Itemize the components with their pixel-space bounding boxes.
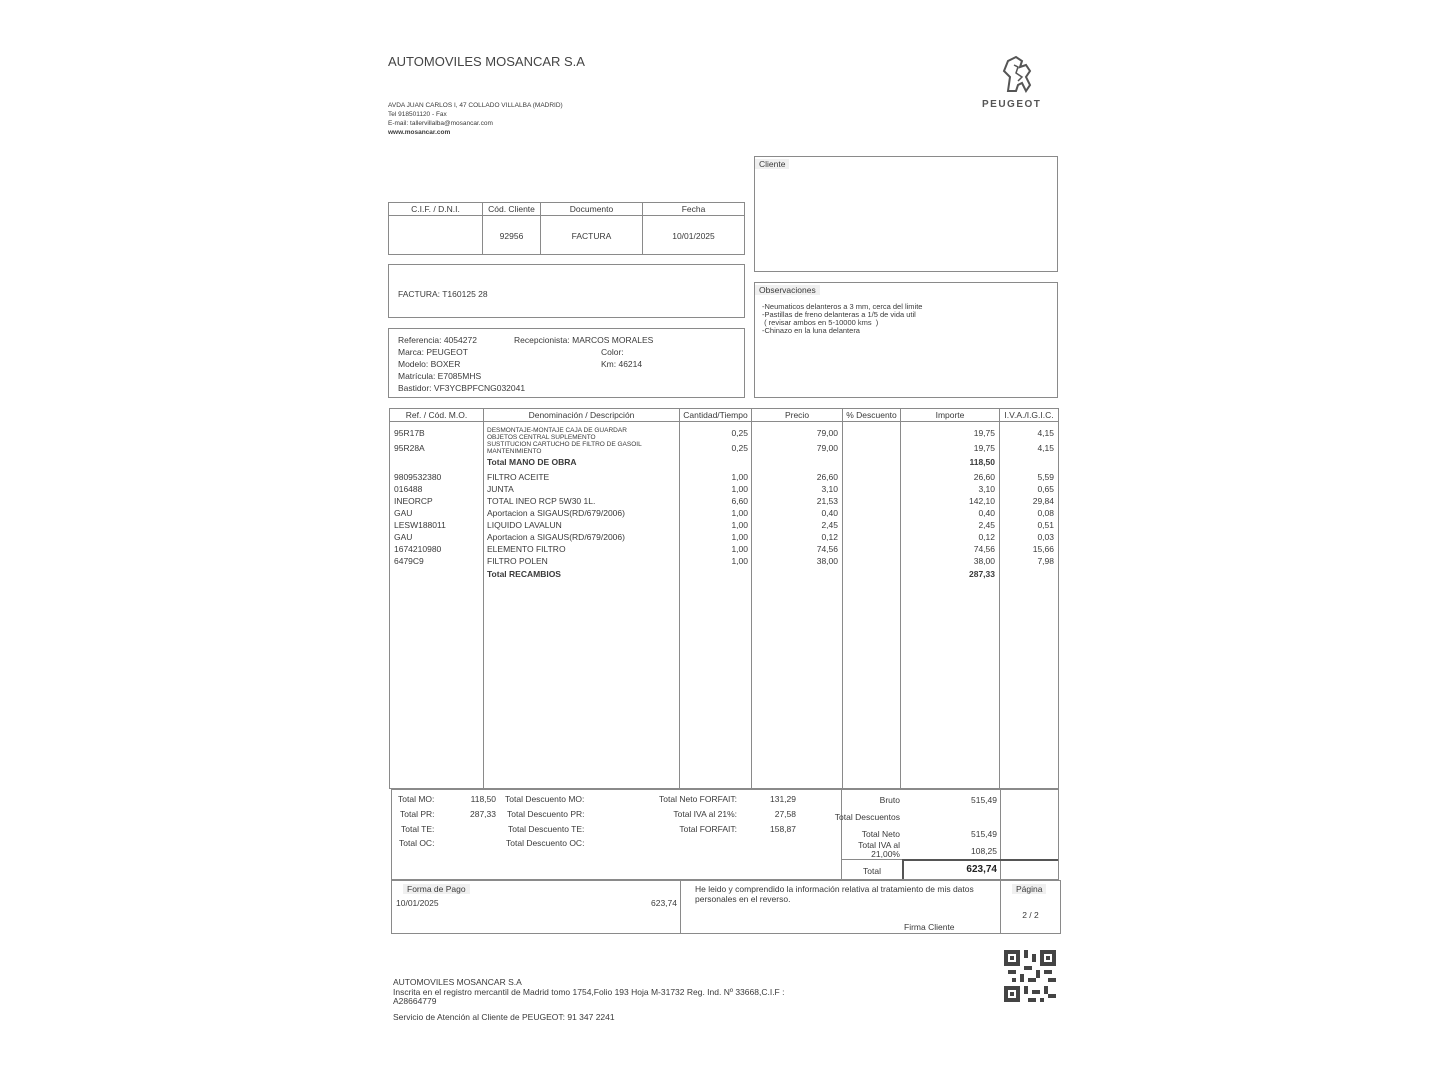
company-email: E-mail: tallervillalba@mosancar.com: [388, 120, 493, 127]
row-qty: 1,00: [731, 484, 748, 494]
payment-amount: 623,74: [651, 898, 677, 908]
neto-forfait-value: 131,29: [770, 794, 796, 804]
row-price: 79,00: [816, 428, 838, 438]
row-amount: 142,10: [969, 496, 995, 506]
parts-total-amount: 287,33: [969, 569, 995, 579]
labor-total-amount: 118,50: [969, 457, 995, 467]
client-label: Cliente: [755, 159, 789, 169]
client-box: [754, 156, 1058, 272]
company-address: AVDA JUAN CARLOS I, 47 COLLADO VILLALBA (MADRID): [388, 102, 563, 109]
row-price: 2,45: [821, 520, 838, 530]
desc-oc-label: Total Descuento OC:: [506, 838, 585, 848]
row-desc: SUSTITUCION CARTUCHO DE FILTRO DE GASOIL: [487, 441, 642, 448]
row-price: 3,10: [821, 484, 838, 494]
neto-value: 515,49: [971, 829, 997, 839]
forfait-label: Total FORFAIT:: [679, 824, 737, 834]
observations-box: [754, 282, 1058, 398]
vehicle-color: Color:: [601, 347, 624, 357]
vehicle-recepcionista: Recepcionista: MARCOS MORALES: [514, 335, 654, 345]
row-qty: 6,60: [731, 496, 748, 506]
row-price: 26,60: [816, 472, 838, 482]
row-price: 79,00: [816, 443, 838, 453]
row-desc: TOTAL INEO RCP 5W30 1L.: [487, 496, 596, 506]
documento-value: FACTURA: [571, 231, 612, 241]
observation-line: -Chinazo en la luna delantera: [762, 326, 860, 335]
col-iva: I.V.A./I.G.I.C.: [1004, 410, 1054, 420]
col-importe: Importe: [935, 410, 965, 420]
row-amount: 2,45: [978, 520, 995, 530]
row-vat: 5,59: [1037, 472, 1054, 482]
vehicle-km: Km: 46214: [601, 359, 643, 369]
fecha-value: 10/01/2025: [672, 231, 715, 241]
header-documento: Documento: [569, 204, 614, 214]
row-ref: 9809532380: [394, 472, 442, 482]
footer-cif: A28664779: [393, 996, 437, 1006]
row-vat: 29,84: [1032, 496, 1054, 506]
row-desc: ELEMENTO FILTRO: [487, 544, 566, 554]
vehicle-box: [388, 328, 745, 398]
row-desc: DESMONTAJE-MONTAJE CAJA DE GUARDAR: [487, 427, 627, 434]
vehicle-marca: Marca: PEUGEOT: [398, 347, 468, 357]
row-desc: OBJETOS CENTRAL SUPLEMENTO: [487, 434, 596, 441]
footer-service: Servicio de Atención al Cliente de PEUGEOT: 91 347 2241: [393, 1012, 615, 1022]
header-table: [388, 202, 745, 255]
iva-value: 108,25: [971, 846, 997, 856]
row-amount: 19,75: [973, 443, 995, 453]
row-ref: 1674210980: [394, 544, 442, 554]
qr-code-icon: [1004, 950, 1056, 1002]
row-price: 74,56: [816, 544, 838, 554]
col-descuento: % Descuento: [846, 410, 897, 420]
row-qty: 1,00: [731, 532, 748, 542]
row-vat: 0,08: [1037, 508, 1054, 518]
invoice-number: FACTURA: T160125 28: [398, 289, 488, 299]
col-cantidad: Cantidad/Tiempo: [683, 410, 748, 420]
row-qty: 0,25: [731, 428, 748, 438]
row-amount: 19,75: [973, 428, 995, 438]
row-amount: 38,00: [973, 556, 995, 566]
row-desc: FILTRO ACEITE: [487, 472, 550, 482]
row-desc: MANTENIMIENTO: [487, 448, 542, 455]
total-pr-value: 287,33: [470, 809, 496, 819]
row-ref: 6479C9: [394, 556, 424, 566]
observation-line: -Pastillas de freno delanteras a 1/5 de vida util: [762, 310, 916, 319]
desc-pr-label: Total Descuento PR:: [507, 809, 585, 819]
row-price: 0,12: [821, 532, 838, 542]
row-amount: 0,12: [978, 532, 995, 542]
observations-label: Observaciones: [755, 285, 820, 295]
row-amount: 0,40: [978, 508, 995, 518]
header-cif: C.I.F. / D.N.I.: [411, 204, 460, 214]
row-ref: 95R28A: [394, 443, 425, 453]
lines-table: [389, 408, 1059, 789]
total-mo-label: Total MO:: [398, 794, 435, 804]
col-precio: Precio: [784, 410, 810, 420]
row-desc: Aportacion a SIGAUS(RD/679/2006): [487, 508, 625, 518]
desc-mo-label: Total Descuento MO:: [505, 794, 585, 804]
signature-label: Firma Cliente: [904, 922, 955, 932]
labor-total-label: Total MANO DE OBRA: [487, 457, 577, 467]
iva-forfait-value: 27,58: [774, 809, 796, 819]
row-qty: 1,00: [731, 472, 748, 482]
row-ref: GAU: [394, 508, 413, 518]
header-cod-cliente: Cód. Cliente: [488, 204, 535, 214]
observation-line: ( revisar ambos en 5-10000 kms ): [762, 318, 879, 327]
row-price: 0,40: [821, 508, 838, 518]
row-qty: 1,00: [731, 520, 748, 530]
row-vat: 15,66: [1032, 544, 1054, 554]
cod-cliente-value: 92956: [499, 231, 524, 241]
total-te-label: Total TE:: [401, 824, 435, 834]
totals-box: [391, 789, 1059, 880]
page-label: Página: [1012, 884, 1046, 894]
row-ref: GAU: [394, 532, 413, 542]
row-desc: JUNTA: [487, 484, 514, 494]
neto-forfait-label: Total Neto FORFAIT:: [659, 794, 737, 804]
bruto-value: 515,49: [971, 795, 997, 805]
descuentos-label: Total Descuentos: [834, 812, 900, 822]
row-qty: 1,00: [731, 544, 748, 554]
bruto-label: Bruto: [879, 795, 900, 805]
brand-name: PEUGEOT: [982, 99, 1042, 110]
row-amount: 3,10: [978, 484, 995, 494]
total-value: 623,74: [966, 864, 997, 875]
privacy-notice: He leido y comprendido la información relativa al tratamiento de mis datos personales en el reverso.: [695, 884, 974, 904]
row-qty: 1,00: [731, 508, 748, 518]
footer-registry: Inscrita en el registro mercantil de Madrid tomo 1754,Folio 193 Hoja M-31732 Reg. Ind. Nº 33668,C.I.F :: [393, 987, 785, 997]
iva-label: Total IVA al 21,00%: [858, 840, 900, 859]
invoice-number-box: [388, 264, 745, 318]
row-vat: 7,98: [1037, 556, 1054, 566]
row-vat: 0,51: [1037, 520, 1054, 530]
parts-total-label: Total RECAMBIOS: [487, 569, 561, 579]
row-ref: INEORCP: [394, 496, 433, 506]
vehicle-matricula: Matrícula: E7085MHS: [398, 371, 482, 381]
row-desc: Aportacion a SIGAUS(RD/679/2006): [487, 532, 625, 542]
row-vat: 4,15: [1037, 443, 1054, 453]
page-number: 2 / 2: [1022, 910, 1039, 920]
company-tel: Tel 918501120 - Fax: [388, 111, 447, 118]
iva-forfait-label: Total IVA al 21%:: [673, 809, 737, 819]
company-web: www.mosancar.com: [388, 129, 451, 136]
vehicle-bastidor: Bastidor: VF3YCBPFCNG032041: [398, 383, 526, 393]
payment-label: Forma de Pago: [403, 884, 470, 894]
col-descripcion: Denominación / Descripción: [528, 410, 635, 420]
row-vat: 4,15: [1037, 428, 1054, 438]
row-ref: 95R17B: [394, 428, 425, 438]
observation-line: -Neumaticos delanteros a 3 mm, cerca del limite: [762, 302, 923, 311]
row-qty: 0,25: [731, 443, 748, 453]
row-vat: 0,03: [1037, 532, 1054, 542]
row-ref: LESW188011: [394, 520, 446, 530]
row-qty: 1,00: [731, 556, 748, 566]
row-amount: 26,60: [973, 472, 995, 482]
total-mo-value: 118,50: [470, 794, 496, 804]
forfait-value: 158,87: [770, 824, 796, 834]
payment-date: 10/01/2025: [396, 898, 439, 908]
row-amount: 74,56: [973, 544, 995, 554]
row-vat: 0,65: [1037, 484, 1054, 494]
payment-box: [391, 880, 1061, 934]
peugeot-lion-logo: [996, 55, 1040, 95]
footer-company: AUTOMOVILES MOSANCAR S.A: [393, 977, 522, 987]
row-price: 21,53: [816, 496, 838, 506]
col-ref: Ref. / Cód. M.O.: [405, 410, 468, 420]
row-ref: 016488: [394, 484, 423, 494]
total-oc-label: Total OC:: [399, 838, 435, 848]
company-name: AUTOMOVILES MOSANCAR S.A: [388, 54, 585, 69]
row-desc: LIQUIDO LAVALUN: [487, 520, 562, 530]
desc-te-label: Total Descuento TE:: [508, 824, 585, 834]
total-label: Total: [863, 866, 881, 876]
total-pr-label: Total PR:: [400, 809, 435, 819]
row-price: 38,00: [816, 556, 838, 566]
neto-label: Total Neto: [861, 829, 900, 839]
header-fecha: Fecha: [681, 204, 706, 214]
vehicle-modelo: Modelo: BOXER: [398, 359, 461, 369]
row-desc: FILTRO POLEN: [487, 556, 548, 566]
vehicle-referencia: Referencia: 4054272: [398, 335, 477, 345]
